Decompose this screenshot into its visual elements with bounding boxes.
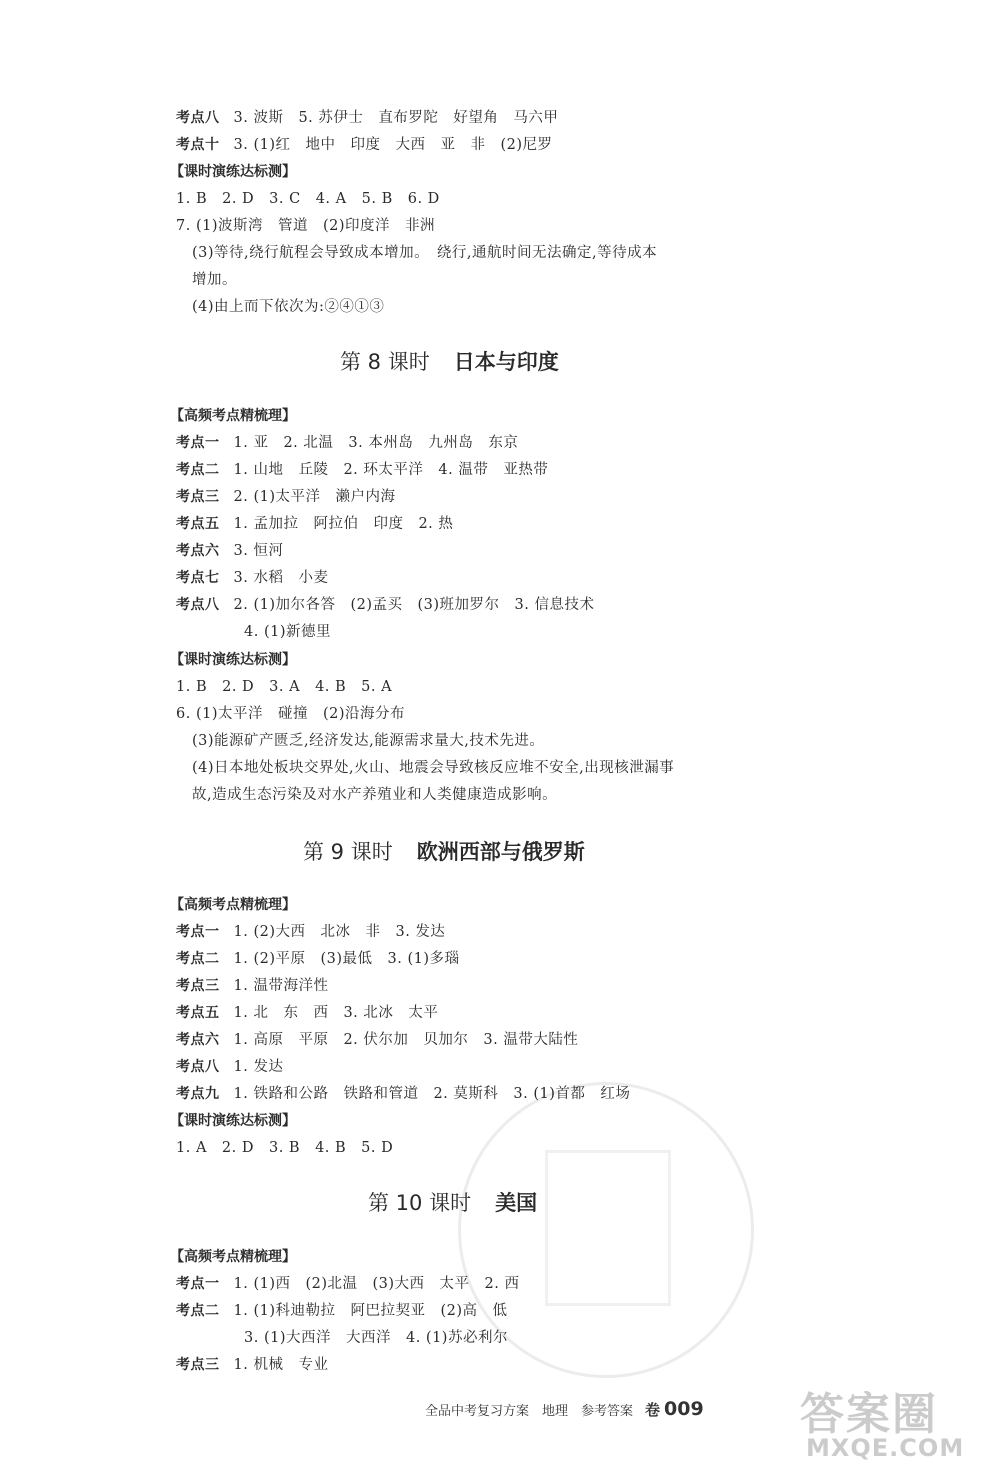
kaodian-answer: 3. 水稻 小麦 [233,570,329,586]
kaodian-label: 考点十 [176,137,220,153]
kaodian-answer: 3. 波斯 5. 苏伊士 直布罗陀 好望角 马六甲 [233,110,559,126]
kaodian-label: 考点一 [176,924,220,940]
kaodian-row [176,595,595,615]
kaodian-label: 考点一 [176,1276,220,1292]
watermark-logo-text: 答案圈 [800,1389,938,1440]
kaodian-label: 考点三 [176,1357,220,1373]
kaodian-row [176,514,453,534]
kaodian-answer: 1. 发达 [233,1059,284,1075]
section-tag: 【课时演练达标测】 [170,164,296,180]
kaodian-answer: 1. 机械 专业 [233,1357,329,1373]
page-footer [425,1398,704,1423]
section-tag: 【高频考点精梳理】 [170,1249,296,1265]
kaodian-answer: 1. 高原 平原 2. 伏尔加 贝加尔 3. 温带大陆性 [233,1032,579,1048]
answer-line: 1. A 2. D 3. B 4. B 5. D [176,1140,394,1156]
answer-line: 4. (1)新德里 [244,624,331,640]
site-watermark [800,1378,995,1466]
kaodian-row [176,108,558,128]
kaodian-row [176,135,553,155]
kaodian-label: 考点八 [176,597,220,613]
watermark-url: MXQE.COM [806,1434,965,1462]
lesson-number: 第 8 课时 [340,350,430,374]
answer-line: (4)由上而下依次为:②④①③ [192,299,385,315]
kaodian-label: 考点一 [176,435,220,451]
kaodian-answer: 1. 温带海洋性 [233,978,329,994]
section-tag: 【课时演练达标测】 [170,1113,296,1129]
lesson-name: 日本与印度 [453,350,559,374]
kaodian-label: 考点八 [176,110,220,126]
kaodian-row [176,1274,520,1294]
lesson-title [340,348,559,376]
kaodian-label: 考点二 [176,951,220,967]
section-tag: 【高频考点精梳理】 [170,408,296,424]
kaodian-answer: 1. 北 东 西 3. 北冰 太平 [233,1005,439,1021]
page-number: 009 [664,1398,704,1420]
kaodian-row [176,1030,578,1050]
kaodian-row [176,541,283,561]
answer-line: (3)等待,绕行航程会导致成本增加。 绕行,通航时间无法确定,等待成本 [192,245,658,261]
kaodian-label: 考点三 [176,489,220,505]
seal-stamp-inner [545,1150,671,1306]
kaodian-row [176,1301,508,1321]
kaodian-label: 考点六 [176,1032,220,1048]
lesson-name: 美国 [495,1191,538,1215]
kaodian-answer: 1. 孟加拉 阿拉伯 印度 2. 热 [233,516,454,532]
kaodian-row [176,1057,283,1077]
kaodian-answer: 3. (1)红 地中 印度 大西 亚 非 (2)尼罗 [233,137,553,153]
lesson-number: 第 9 课时 [303,840,393,864]
kaodian-answer: 1. 铁路和公路 铁路和管道 2. 莫斯科 3. (1)首都 红场 [233,1086,631,1102]
kaodian-answer: 2. (1)太平洋 濑户内海 [233,489,396,505]
answer-line: (3)能源矿产匮乏,经济发达,能源需求量大,技术先进。 [192,733,545,749]
answer-line: 1. B 2. D 3. A 4. B 5. A [176,679,393,695]
kaodian-row [176,1355,328,1375]
kaodian-answer: 3. 恒河 [233,543,284,559]
kaodian-label: 考点二 [176,462,220,478]
kaodian-answer: 1. 山地 丘陵 2. 环太平洋 4. 温带 亚热带 [233,462,549,478]
lesson-title [303,838,585,866]
kaodian-label: 考点八 [176,1059,220,1075]
answer-line: 1. B 2. D 3. C 4. A 5. B 6. D [176,191,440,207]
kaodian-answer: 1. 亚 2. 北温 3. 本州岛 九州岛 东京 [233,435,519,451]
kaodian-row [176,433,518,453]
kaodian-row [176,568,328,588]
kaodian-label: 考点五 [176,516,220,532]
kaodian-row [176,922,445,942]
kaodian-row [176,460,548,480]
section-tag: 【课时演练达标测】 [170,652,296,668]
kaodian-answer: 2. (1)加尔各答 (2)孟买 (3)班加罗尔 3. 信息技术 [233,597,595,613]
kaodian-row [176,1003,438,1023]
lesson-name: 欧洲西部与俄罗斯 [416,840,585,864]
answer-line: 3. (1)大西洋 大西洋 4. (1)苏必利尔 [244,1330,508,1346]
kaodian-answer: 1. (1)科迪勒拉 阿巴拉契亚 (2)高 低 [233,1303,508,1319]
kaodian-label: 考点三 [176,978,220,994]
kaodian-label: 考点九 [176,1086,220,1102]
answer-line: 6. (1)太平洋 碰撞 (2)沿海分布 [176,706,406,722]
answer-line: (4)日本地处板块交界处,火山、地震会导致核反应堆不安全,出现核泄漏事 [192,760,675,776]
footer-volume-mark: 卷 [645,1401,661,1419]
kaodian-row [176,1084,630,1104]
kaodian-answer: 1. (2)平原 (3)最低 3. (1)多瑙 [233,951,460,967]
kaodian-label: 考点二 [176,1303,220,1319]
answer-line: 7. (1)波斯湾 管道 (2)印度洋 非洲 [176,218,436,234]
kaodian-row [176,487,395,507]
section-tag: 【高频考点精梳理】 [170,897,296,913]
answer-line: 故,造成生态污染及对水产养殖业和人类健康造成影响。 [192,787,558,803]
kaodian-label: 考点六 [176,543,220,559]
footer-book-title: 全品中考复习方案 地理 参考答案 [425,1404,634,1419]
lesson-title [368,1189,537,1217]
kaodian-label: 考点五 [176,1005,220,1021]
kaodian-row [176,949,460,969]
kaodian-answer: 1. (1)西 (2)北温 (3)大西 太平 2. 西 [233,1276,520,1292]
kaodian-label: 考点七 [176,570,220,586]
kaodian-answer: 1. (2)大西 北冰 非 3. 发达 [233,924,446,940]
kaodian-row [176,976,328,996]
lesson-number: 第 10 课时 [368,1191,472,1215]
answer-line: 增加。 [192,272,237,288]
